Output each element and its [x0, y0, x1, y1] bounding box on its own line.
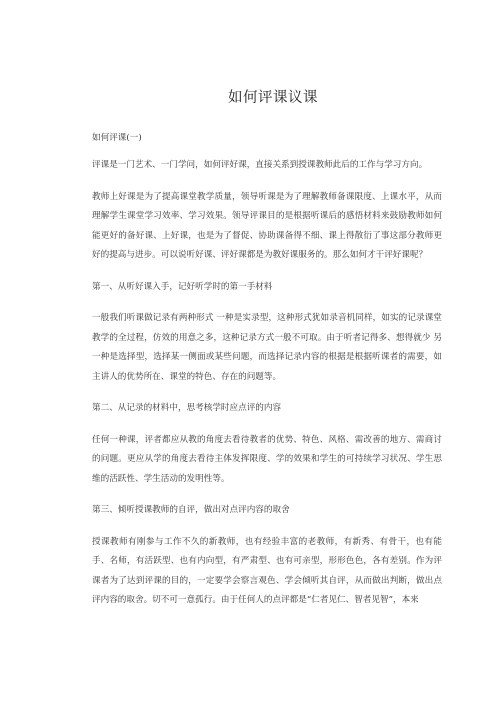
- paragraph-1: 评课是一门艺术、一门学问，如何评好课，直接关系到授课教师此后的工作与学习方向。: [92, 160, 428, 170]
- paragraph-4: 任何一种课，评者都应从教的角度去看待教者的优势、特色、风格、需改善的地方、需商讨的问题。更应从学的角度去看待主体发挥限度、学的效果和学生的可持续学习状况、学生思维的活跃性、学生活动的发明性等。: [92, 434, 442, 484]
- heading-2: 第二、从记录的材料中，思考核学时应点评的内容: [92, 403, 282, 413]
- heading-3: 第三、倾听授课教师的自评，做出对点评内容的取舍: [92, 505, 290, 515]
- heading-1: 第一、从听好课入手，记好听学时的第一手材料: [92, 281, 273, 292]
- section-subtitle: 如何评课(一): [92, 133, 142, 143]
- paragraph-3: 一般我们听课做记录有两种形式 一种是实录型，这种形式犹如录音机同样，如实的记录课堂教学的全过程，仿效的用意之多，这种记录方式一般不可取。由于听者记得多、想得就少 另一种是选择型，选择某一侧面或某些问题，而选择记录内容的根据是根据听课者的需要，如主讲人的优势所在、课堂的特色、存在的问题等。: [92, 313, 442, 382]
- paragraph-5: 授课教师有刚参与工作不久的新教师，也有经验丰富的老教师，有新秀、有骨干，也有能手、名师，有活跃型、也有内向型，有严肃型、也有可亲型，形形色色，各有差别。作为评课者为了达到评课的目的，一定要学会察言观色、学会倾听其自评，从而做出判断，做出点评内容的取舍。切不可一意孤行。由于任何人的点评都是“仁者见仁、智者见智”，本来: [92, 536, 442, 605]
- paragraph-2: 教师上好课是为了提高课堂教学质量，领导听课是为了理解教师备课限度、上课水平，从而理解学生课堂学习效率、学习效果。领导评课目的是根据听课后的感悟材料来鼓励教师如何能更好的备好课、上好课，也是为了督促、协助课备得不细、课上得散衍了事这部分教师更好的提高与进步。可以说听好课、评好课都是为教好课服务的。那么如何才干评好课呢？: [92, 191, 442, 260]
- document-title: 如何评课议课: [228, 90, 318, 106]
